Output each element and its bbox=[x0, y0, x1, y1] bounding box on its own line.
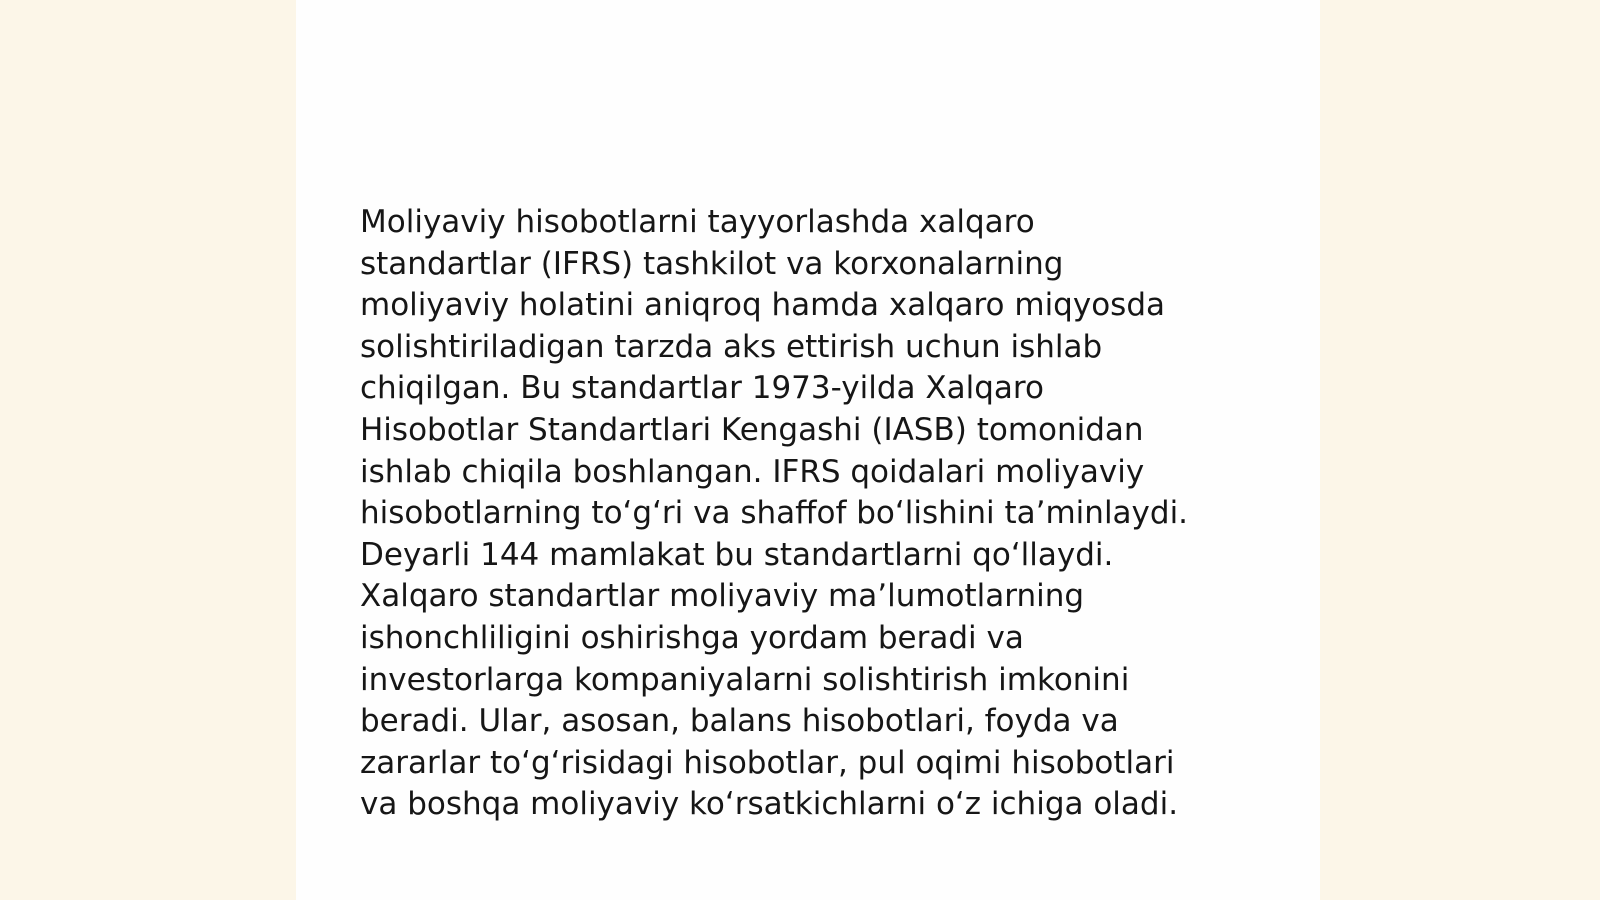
paragraph-line: Moliyaviy hisobotlarni tayyorlashda xalqaro bbox=[360, 204, 1035, 240]
paragraph-line: moliyaviy holatini aniqroq hamda xalqaro miqyosda bbox=[360, 287, 1166, 324]
body-paragraph bbox=[360, 202, 1260, 826]
paragraph-line: beradi. Ular, asosan, balans hisobotlari, foyda va bbox=[360, 703, 1119, 740]
paragraph-line: va boshqa moliyaviy ko‘rsatkichlarni o‘z ichiga oladi. bbox=[360, 786, 1179, 823]
paragraph-line: ishlab chiqila boshlangan. IFRS qoidalari moliyaviy bbox=[360, 453, 1145, 490]
paragraph-line: Deyarli 144 mamlakat bu standartlarni qo‘llaydi. bbox=[360, 536, 1114, 573]
paragraph-line: hisobotlarning to‘g‘ri va shaffof bo‘lishini ta’minlaydi. bbox=[360, 495, 1189, 532]
paragraph-line: solishtiriladigan tarzda aks ettirish uchun ishlab bbox=[360, 328, 1103, 365]
paragraph-line: ishonchliligini oshirishga yordam beradi va bbox=[360, 619, 1024, 656]
paragraph-line: chiqilgan. Bu standartlar 1973-yilda Xalqaro bbox=[360, 370, 1044, 407]
document-page bbox=[296, 0, 1320, 900]
paragraph-line: zararlar to‘g‘risidagi hisobotlar, pul oqimi hisobotlari bbox=[360, 744, 1175, 781]
paragraph-line: investorlarga kompaniyalarni solishtirish imkonini bbox=[360, 661, 1130, 698]
paragraph-line: standartlar (IFRS) tashkilot va korxonalarning bbox=[360, 245, 1064, 282]
paragraph-line: Xalqaro standartlar moliyaviy ma’lumotlarning bbox=[360, 578, 1085, 615]
paragraph-line: Hisobotlar Standartlari Kengashi (IASB) tomonidan bbox=[360, 411, 1144, 448]
